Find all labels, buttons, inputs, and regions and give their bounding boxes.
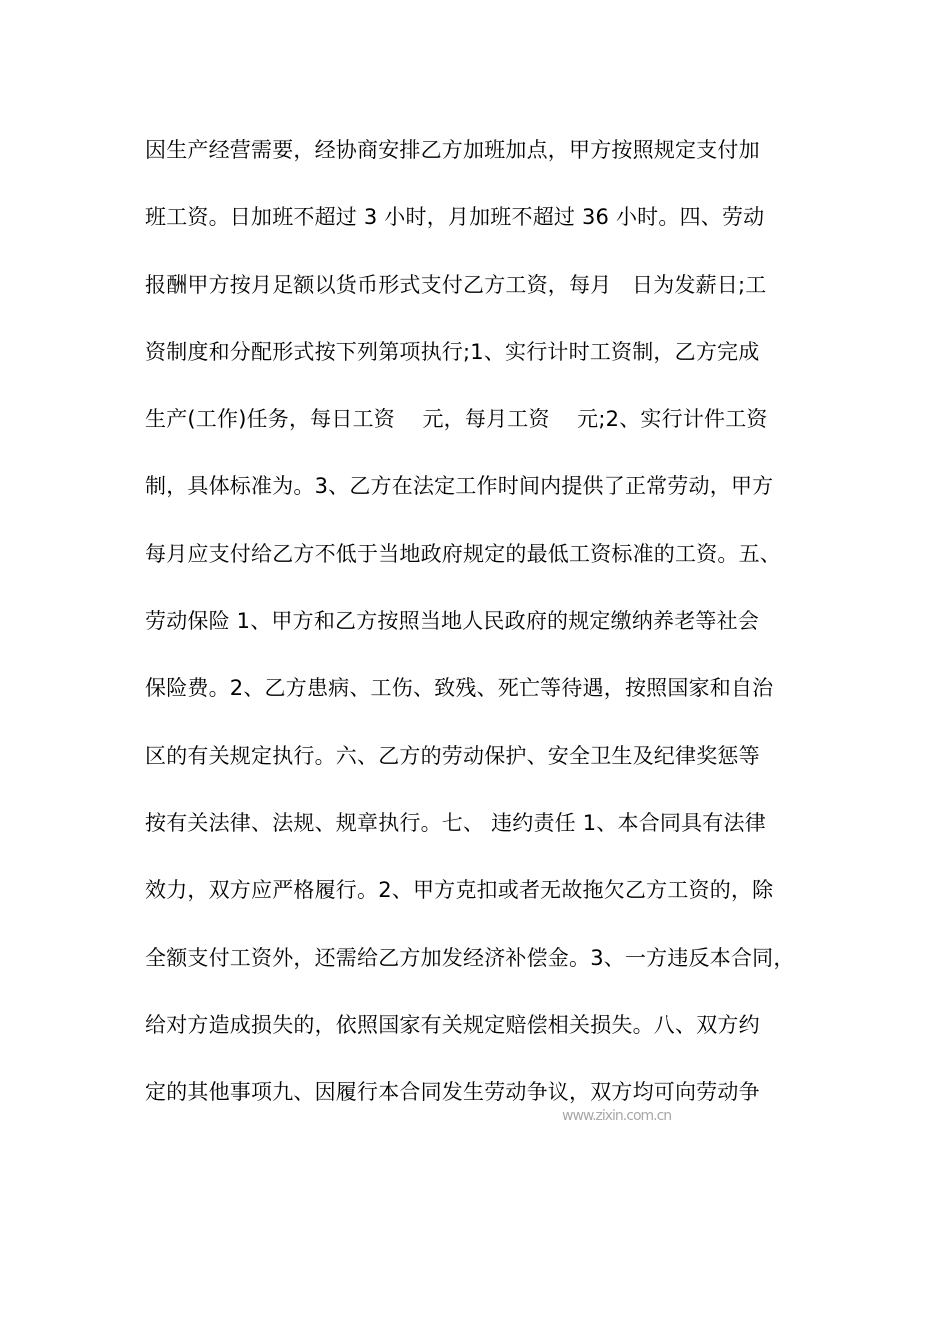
text-line: 劳动保险 1、甲方和乙方按照当地人民政府的规定缴纳养老等社会	[145, 609, 760, 634]
text-line: 保险费。2、乙方患病、工伤、致残、死亡等待遇，按照国家和自治	[145, 676, 774, 701]
text-line: 报酬甲方按月足额以货币形式支付乙方工资，每月 日为发薪日;工	[145, 272, 767, 297]
contract-body-text	[145, 128, 825, 1137]
text-line: 每月应支付给乙方不低于当地政府规定的最低工资标准的工资。五、	[145, 541, 781, 566]
text-line: 班工资。日加班不超过 3 小时，月加班不超过 36 小时。四、劳动	[145, 205, 765, 230]
text-line: 效力，双方应严格履行。2、甲方克扣或者无故拖欠乙方工资的，除	[145, 878, 774, 903]
text-line: 资制度和分配形式按下列第项执行;1、实行计时工资制，乙方完成	[145, 339, 760, 364]
text-line: 制，具体标准为。3、乙方在法定工作时间内提供了正常劳动，甲方	[145, 474, 774, 499]
text-line: 给对方造成损失的，依照国家有关规定赔偿相关损失。八、双方约	[145, 1012, 760, 1037]
text-line: 生产(工作)任务，每日工资 元，每月工资 元;2、实行计件工资	[145, 407, 768, 432]
text-line: 因生产经营需要，经协商安排乙方加班加点，甲方按照规定支付加	[145, 138, 760, 162]
text-line: 按有关法律、法规、规章执行。七、 违约责任 1、本合同具有法律	[145, 810, 766, 835]
text-line: 区的有关规定执行。六、乙方的劳动保护、安全卫生及纪律奖惩等	[145, 743, 760, 768]
text-line: 全额支付工资外，还需给乙方加发经济补偿金。3、一方违反本合同，	[145, 945, 795, 970]
text-line: 定的其他事项九、因履行本合同发生劳动争议，双方均可向劳动争	[145, 1080, 760, 1105]
watermark: www.zixin.com.cn	[562, 1108, 672, 1124]
